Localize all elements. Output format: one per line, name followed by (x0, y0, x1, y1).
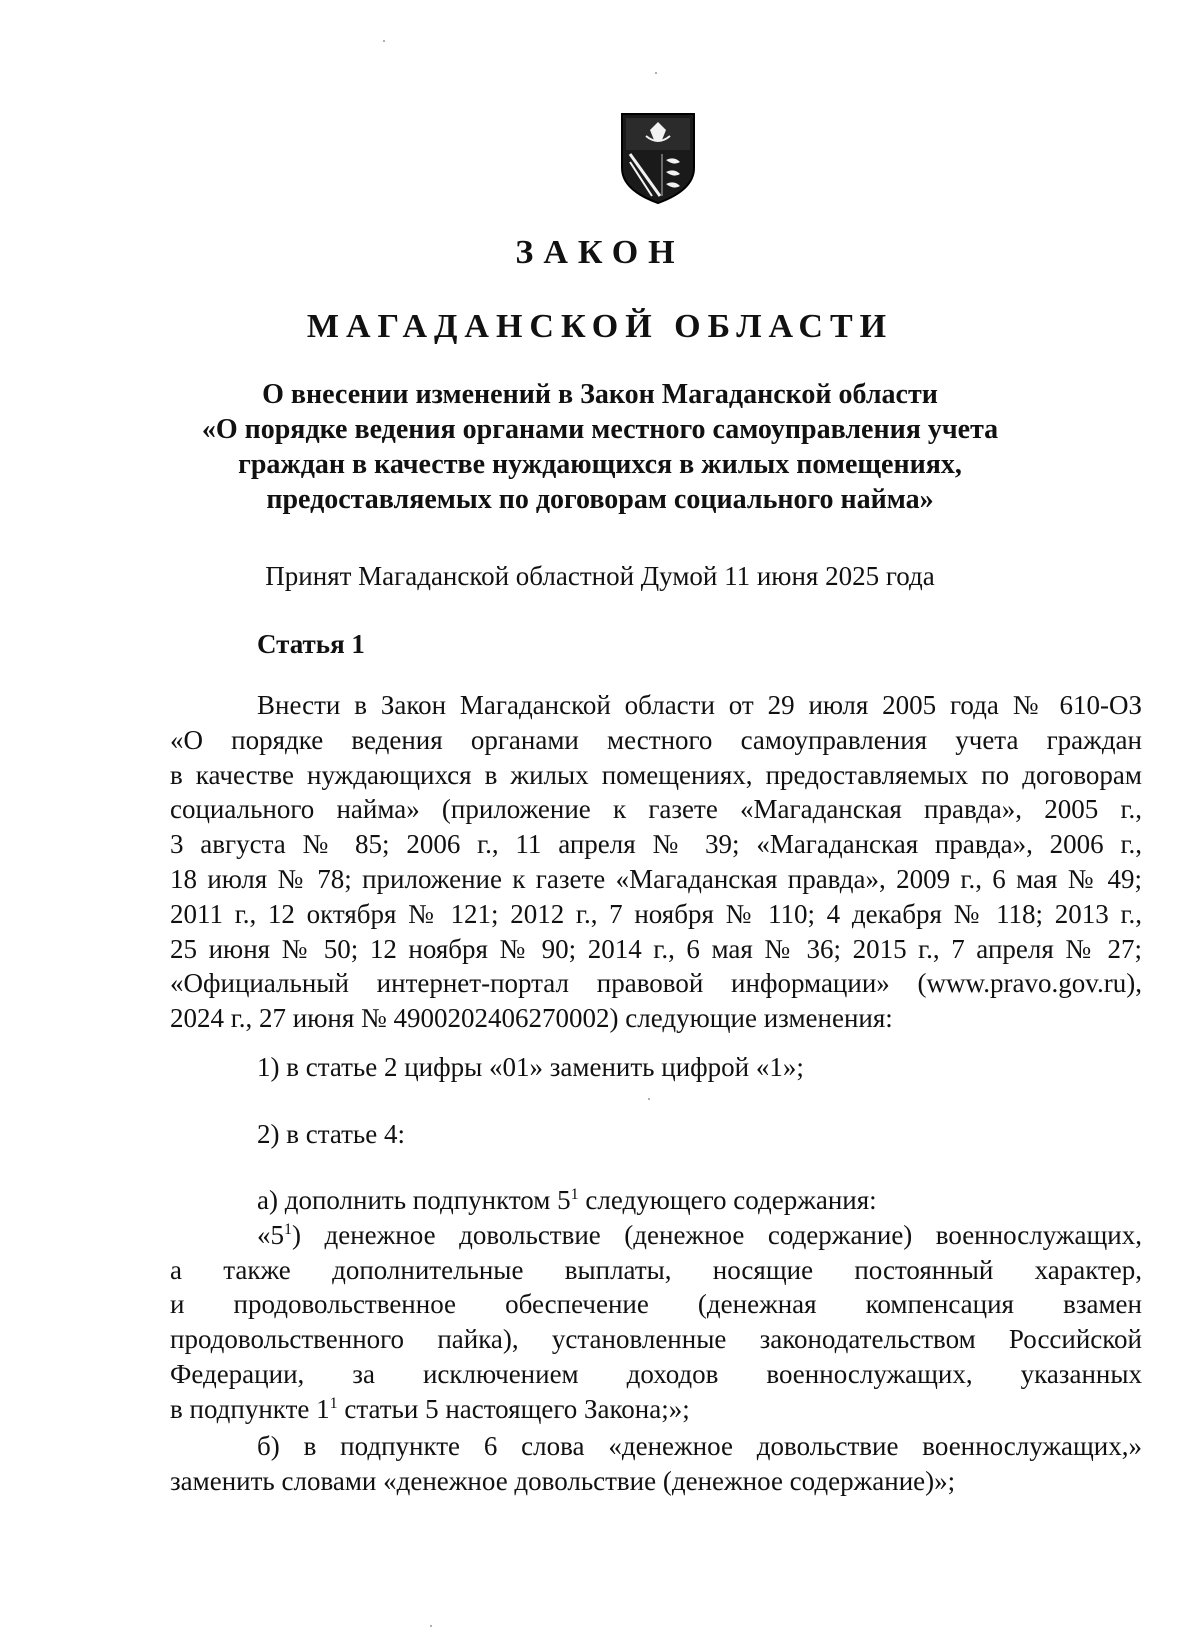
paragraph-line: б) в подпункте 6 слова «денежное довольствие военнослужащих,» (257, 1431, 1142, 1461)
paragraph-line: 1) в статье 2 цифры «01» заменить цифрой «1»; (257, 1052, 804, 1082)
article-intro-paragraph (170, 688, 1142, 1036)
text-fragment: а) дополнить подпунктом 5 (257, 1185, 571, 1215)
paragraph-line (170, 1183, 1142, 1218)
text-fragment: статьи 5 настоящего Закона;»; (337, 1393, 690, 1424)
paragraph-line: «Официальный интернет-портал правовой информации» (www.pravo.gov.ru), (170, 968, 1142, 999)
paragraph-line: и продовольственное обеспечение (денежная компенсация взамен (170, 1289, 1142, 1320)
subitem-b (170, 1429, 1142, 1499)
adoption-note: Принят Магаданской областной Думой 11 июня 2025 года (265, 561, 935, 591)
text-fragment: «5 (257, 1219, 284, 1250)
paragraph-line: Федерации, за исключением доходов военнослужащих, указанных (170, 1358, 1142, 1389)
superscript: 1 (284, 1220, 292, 1238)
law-title-line: О внесении изменений в Закон Магаданской области (262, 379, 938, 410)
paragraph-line: 3 августа № 85; 2006 г., 11 апреля № 39; «Магаданская правда», 2006 г., (170, 829, 1142, 860)
list-item-2 (170, 1117, 1142, 1152)
scan-speck (430, 1625, 432, 1627)
text-fragment: в подпункте 1 (170, 1393, 330, 1424)
paragraph-line: 2011 г., 12 октября № 121; 2012 г., 7 ноября № 110; 4 декабря № 118; 2013 г., (170, 898, 1142, 929)
paragraph-line: 25 июня № 50; 12 ноября № 90; 2014 г., 6 мая № 36; 2015 г., 7 апреля № 27; (170, 933, 1142, 964)
paragraph-line: социального найма» (приложение к газете «Магаданская правда», 2005 г., (170, 794, 1142, 825)
law-title (100, 377, 1100, 517)
paragraph-line: «О порядке ведения органами местного самоуправления учета граждан (170, 724, 1142, 755)
paragraph-line: Внести в Закон Магаданской области от 29 июля 2005 года № 610-ОЗ (257, 690, 1142, 720)
paragraph-line (170, 1218, 1142, 1253)
paragraph-line: 18 июля № 78; приложение к газете «Магаданская правда», 2009 г., 6 мая № 49; (170, 863, 1142, 894)
paragraph-line: заменить словами «денежное довольствие (денежное содержание)»; (170, 1465, 956, 1496)
scan-speck (648, 1098, 650, 1100)
paragraph-line: 2024 г., 27 июня № 4900202406270002) следующие изменения: (170, 1003, 893, 1034)
superscript: 1 (570, 1186, 579, 1203)
paragraph-line: продовольственного пайка), установленные законодательством Российской (170, 1324, 1142, 1355)
paragraph-line: в качестве нуждающихся в жилых помещениях, предоставляемых по договорам (170, 759, 1142, 790)
paragraph-line (170, 1392, 1142, 1427)
scan-speck (655, 72, 657, 74)
law-title-line: «О порядке ведения органами местного самоуправления учета (201, 414, 999, 445)
law-title-line: граждан в качестве нуждающихся в жилых помещениях, (238, 449, 962, 480)
scan-speck (383, 40, 385, 42)
superscript: 1 (329, 1394, 338, 1412)
paragraph-line: 2) в статье 4: (257, 1119, 405, 1149)
subitem-a (170, 1183, 1142, 1427)
article-heading: Статья 1 (257, 629, 365, 659)
region-heading: МАГАДАНСКОЙ ОБЛАСТИ (306, 308, 894, 345)
law-title-line: предоставляемых по договорам социального найма» (266, 484, 934, 515)
magadan-oblast-coat-of-arms-icon (616, 110, 700, 206)
text-fragment: ) денежное довольствие (денежное содержание) военнослужащих, (292, 1219, 1142, 1250)
list-item-1 (170, 1050, 1142, 1085)
text-fragment: следующего содержания: (578, 1185, 877, 1215)
paragraph-line: а также дополнительные выплаты, носящие постоянный характер, (170, 1254, 1142, 1285)
document-type-heading: ЗАКОН (515, 234, 685, 271)
